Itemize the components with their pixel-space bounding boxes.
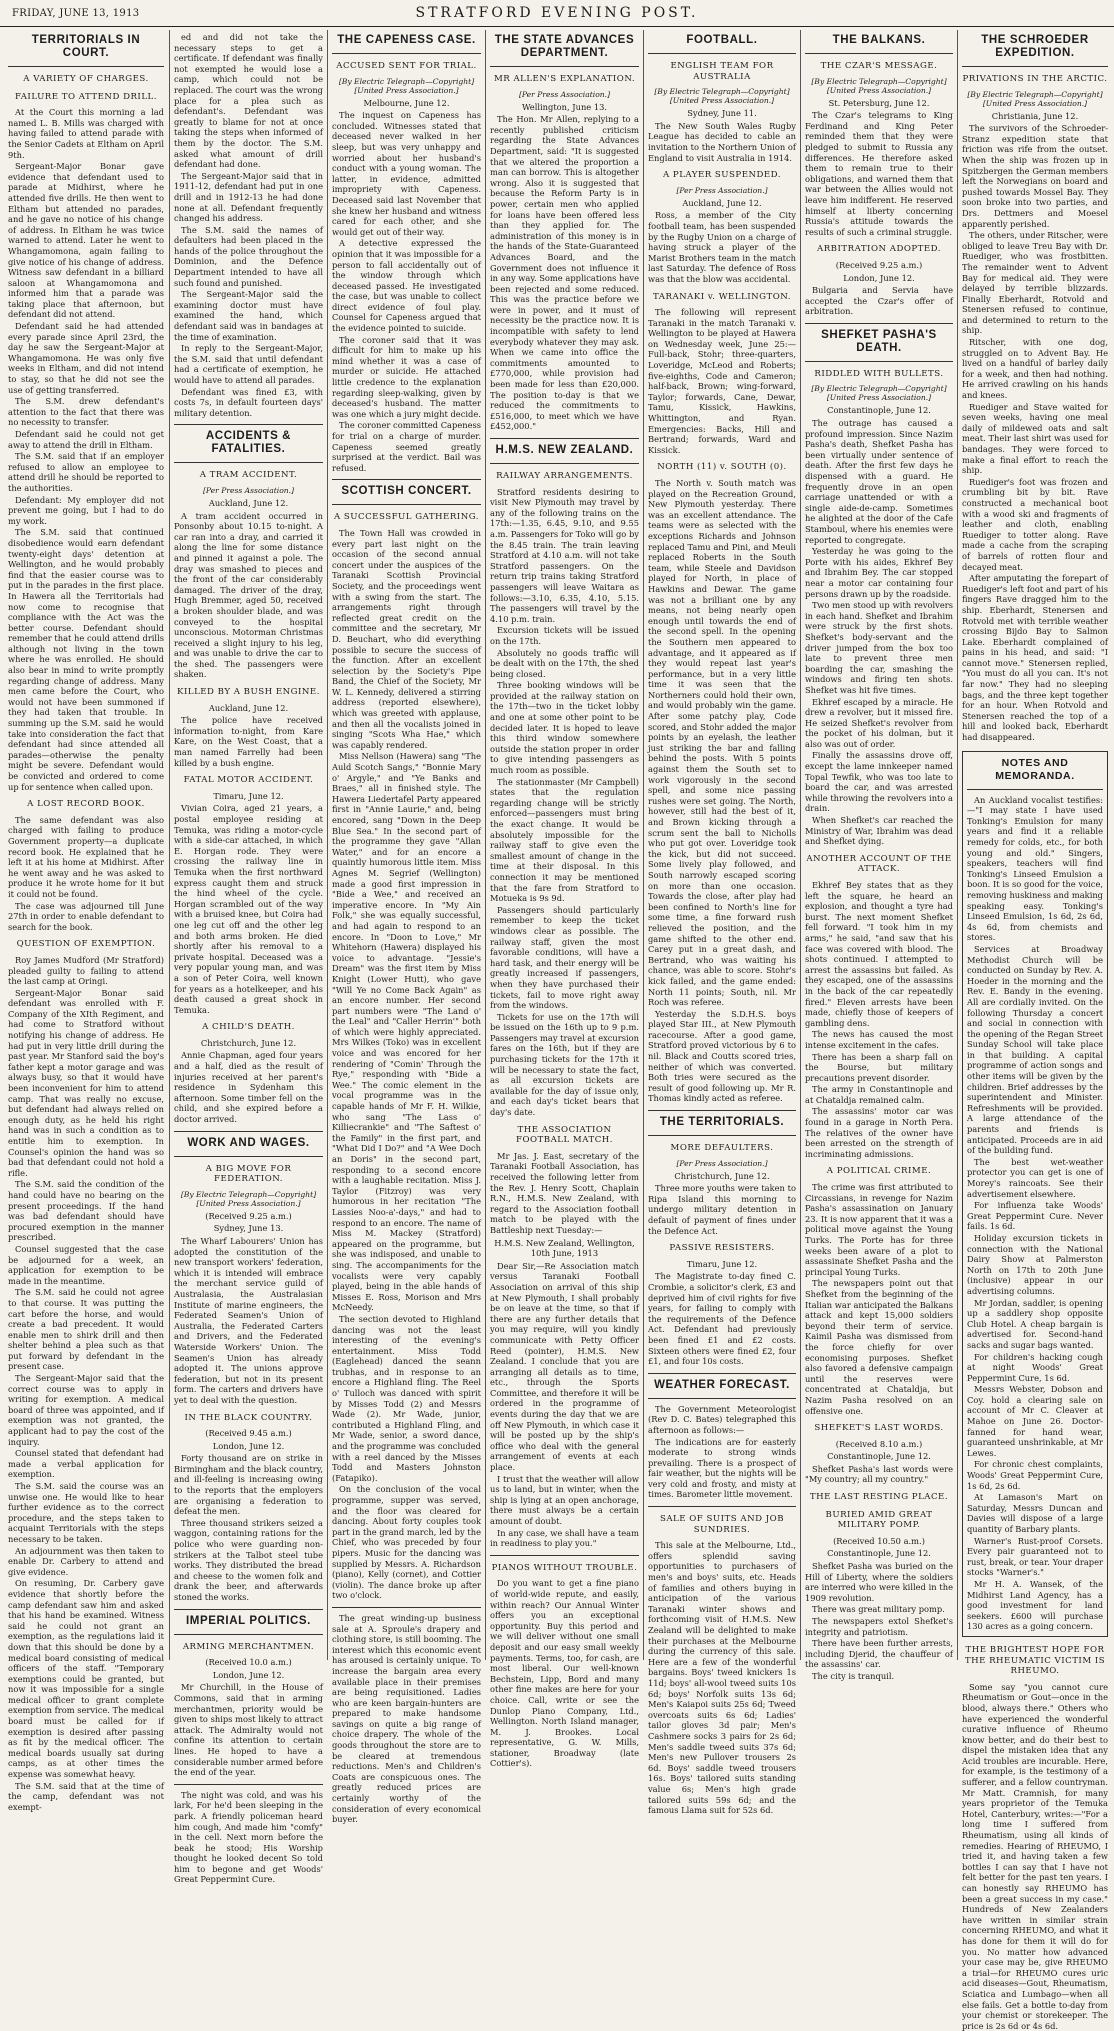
paragraph: Absolutely no goods traffic will be dealt with on the 17th, the shed being closed. xyxy=(490,647,639,679)
column-rule xyxy=(800,30,801,1660)
subhead: A POLITICAL CRIME. xyxy=(826,1166,932,1177)
subhead: TARANAKI v. WELLINGTON. xyxy=(653,291,791,302)
paragraph: The S.M. said he could not agree to that course. It was putting the cart before the horse, and would create a bad precedent. It would enable men to shirk drill and then shelter behind a plea such as that put forward by defendant in the present case. xyxy=(8,1287,164,1372)
column-6 xyxy=(805,32,953,1681)
subhead: A BIG MOVE FOR FEDERATION. xyxy=(205,1163,292,1185)
paragraph: Miss Nellson (Hawera) sang "The Auld Scotch Sangs," "Bonnie Mary o' Argyle," and "Ye Banks and Braes," all in finished style. The Hawera Liedertafel Party appeared first in "Annie Laurie," and, being encored, sang "Down in the Deep Blue Sea." In the second part of the programme they gave "Allan Water," and for an encore a quaintly humorous little item. Miss Agnes M. Segrief (Wellington) made a good first impression in "Bide a Wee," and received an imperative encore. In "My Ain Folk," she was equally successful, and had again to respond to an encore. In "Doon to Love," Mr Whitehorn (Hawera) displayed his voice to advantage. "Jessie's Dream" was the first item by Miss Knight (Lower Hutt), who gave "Will Ye no Come Back Again" as an encore number. Her second part numbers were "The Land o' the Leal" and "Caller Herrin'" both of which were highly appreciated. Mrs Wilkes (Toko) was in excellent voice and was encored for her rendering of "Comin' Through the Rye," responding with "Bide a Wee." The comic element in the vocal programme was in the capable hands of Mr F. H. Wilkie, who sang "The Lass o' Killiecrankie" and "The Saftest o' the Family" in the first part, and "What Did I Do?" and "A Wee Doch an Doris" in the second part, responding to a second encore with a laughable recitation. Miss J. Taylor (Fitzroy) was very humorous in her recitation "The Lassies Noo-a'-days," and had to respond to an encore. The name of Miss M. Mackey (Stratford) appeared on the programme, but she was indisposed, and unable to sing. The accompaniments for the vocalists were very capably played, being in the able hands of Misses E. Ross, Morison and Mrs McNeedy. xyxy=(332,751,481,1313)
headline-balkans: THE BALKANS. xyxy=(832,34,926,46)
paragraph: Counsel suggested that the case be adjourned for a week, an application for exemption to be made in the meantime. xyxy=(8,1243,164,1286)
paragraph: Ross, a member of the City football team, has been suspended by the Rugby Union on a charge of having struck a player of the Marist Brothers team in the match last Saturday. The defence of Ross was that the blow was accidental. xyxy=(648,210,796,284)
advertisement-text: The night was cold, and was his lark, For he'd been sleeping in the park. A friendly policeman heard him cough, And made him "comfy" in the cell. Next morn before the beak he stood; His Worship thought he looked decent So told him to begone and get Woods' Great Peppermint Cure. xyxy=(174,1789,323,1885)
dateline: Christchurch, June 12. xyxy=(674,1170,770,1181)
masthead xyxy=(0,0,1114,27)
divider xyxy=(174,1634,323,1635)
subhead: KILLED BY A BUSH ENGINE. xyxy=(177,687,320,698)
divider xyxy=(332,1607,481,1608)
headline-accidents: ACCIDENTS & FATALITIES. xyxy=(205,430,292,456)
subhead: SHEFKET'S LAST WORDS. xyxy=(814,1423,944,1434)
dateline: London, June 12. xyxy=(212,1669,285,1680)
paragraph: Annie Chapman, aged four years and a half, died as the result of injuries received at her parent's residence in Sydenham this afternoon. Some timber fell on the child, and she expired before a doctor arrived. xyxy=(174,1050,323,1125)
divider xyxy=(962,66,1108,67)
dateline: Timaru, June 12. xyxy=(213,790,284,801)
subhead: MR ALLEN'S EXPLANATION. xyxy=(493,74,636,84)
paragraph: Defendant said he could not get away to attend the drill in Eltham. xyxy=(8,429,164,450)
divider xyxy=(648,1398,796,1399)
received-time: (Received 9.25 a.m.) xyxy=(205,1210,292,1221)
received-time: (Received 8.10 a.m.) xyxy=(835,1438,923,1449)
subhead: BURIED AMID GREAT MILITARY POMP. xyxy=(825,1509,933,1531)
paragraph: There was great military pomp. xyxy=(812,1604,945,1615)
paragraph: Finally the assassins drove off, except the lame innkeeper named Topal Tewfik, who was too late to board the car, and was arrested while throwing the revolvers into a drain. xyxy=(805,750,953,814)
dateline: Melbourne, June 12. xyxy=(363,97,450,108)
paragraph: In any case, we shall have a team in readiness to play you." xyxy=(490,1527,639,1549)
paragraph: The S.M. said the course was an unwise one. He would like to hear further evidence as to the correct procedure, and the steps taken to acquaint Territorials with the steps necessary to be taken. xyxy=(8,1481,164,1544)
paragraph: The Magistrate to-day fined C. Crombie, a solicitor's clerk, £3 and deprived him of civil rights for five years, for failing to comply with the requirements of the Defence Act. Defendant had previously been fined £1 and £2 costs. Sixteen others were fined £2, four £1, and four 10s costs. xyxy=(648,1271,796,1367)
paragraph: Three booking windows will be provided at the railway station on the 17th—two in the ticket lobby and one at some other point to be decided later. It is hoped to leave this third window somewhere outside the station proper in order to give intending passengers as much room as possible. xyxy=(490,680,639,776)
subhead: PASSIVE RESISTERS. xyxy=(669,1243,775,1254)
paragraph: Shefket Pasha's last words were "My country; all my country." xyxy=(805,1463,953,1485)
subhead: ACCUSED SENT FOR TRIAL. xyxy=(336,61,477,71)
paragraph: The assassins' motor car was found in a garage in North Pera. The relatives of the owner have been arrested on the strength of incriminating admissions. xyxy=(805,1106,953,1159)
divider xyxy=(332,504,481,505)
subhead: A CHILD'S DEATH. xyxy=(202,1022,295,1033)
wire-credit: [Per Press Association.] xyxy=(518,89,611,99)
dateline: London, June 12. xyxy=(843,272,915,283)
dateline: Auckland, June 12. xyxy=(208,702,289,713)
paragraph: On the conclusion of the vocal programme, supper was served, and the floor was cleared for dancing. About forty couples took part in the grand march, led by the Chief, who was preceded by four pipers. Music for the dancing was supplied by Messrs. A. Richardson (piano), Kelly (cornet), and Cottier (violin). The dance broke up after two o'clock. xyxy=(332,1484,481,1601)
note-item: For influenza take Woods' Great Peppermint Cure. Never fails. 1s 6d. xyxy=(967,1200,1103,1232)
paragraph: When Shefket's car reached the Ministry of War, Ibrahim was dead and Shefket dying. xyxy=(805,815,953,847)
paragraph: The coroner said that it was difficult for him to make up his mind whether it was a case of murder or suicide. He attached little credence to the explanation regarding sleep-walking, given by deceased's husband. The matter was one which a jury might decide. xyxy=(332,334,481,419)
advertisement-text: This sale at the Melbourne, Ltd., offers splendid saving opportunities to purchasers of men's and boys' suits, etc. Heads of families and others buying in anticipation of the various Taranaki winter shows and forthcoming visit of H.M.S. New Zealand will be delighted to make their purchases at the Melbourne during the currency of this sale. Here are a few of the wonderful bargains. Boys' tweed knickers 1s 11d; boys' all-wool tweed suits 10s 6d; boys' Norfolk suits 13s 6d; Men's Kaiapoi suits 25s 6d; Tweed overcoats suits 6s 6d; Ladies' tailor gloves 3d pair; Men's Cashmere socks 3 pairs for 2s 6d; Men's saddle tweed suits 37s 6d; Men's new Pullover trousers 2s 6d. Boys' saddle tweed trousers 16s. Boys' tailored suits standing value 6s; Men's high grade tailored suits 59s 6d; and the famous Llama suit for 52s 6d. xyxy=(648,1540,796,1816)
received-time: (Received 10.0 a.m.) xyxy=(205,1657,292,1668)
dateline: London, June 12. xyxy=(212,1440,285,1451)
paragraph: There has been a sharp fall on the Bourse, but military precautions prevent disorder. xyxy=(805,1051,953,1083)
subhead: ANOTHER ACCOUNT OF THE ATTACK. xyxy=(806,853,952,875)
column-rule xyxy=(327,30,328,1660)
wire-credit: [By Electric Telegraph—Copyright] [United Press Association.] xyxy=(338,76,475,95)
paragraph: The inquest on Capeness has concluded. Witnesses stated that deceased never walked in her sleep, but was very unhappy and worried about her husband's conduct with a young woman. The latter, in evidence, admitted impropriety with Capeness. Deceased said last November that she knew her husband and witness cared for each other, and she would get out of their way. xyxy=(332,110,481,237)
paragraph: The Hon. Mr Allen, replying to a recently published criticism regarding the State Advances Department, said: "It is suggested that we altered the proportion a man can borrow. This is altogether wrong. Also it is suggested that because the Reform Party is in power, certain men who applied for loans have been offered less than they applied for. The administration of this money is in the hands of the State-Guaranteed Advances Board, and the Government does not influence it in any way. Some applications have been rejected and some reduced. This was the practice before we were in power, and it must of necessity be the practice now. It is incompatible with safety to lend everybody whatever they may ask. When we came into office the commitments amounted to £770,000, while provision had been made for less than £20,000. The position to-day is that we reduced the commitments to £516,000, to meet which we have £452,000." xyxy=(490,114,639,432)
issue-date: FRIDAY, JUNE 13, 1913 xyxy=(12,8,140,19)
paragraph: The newspapers extol Shefket's integrity and patriotism. xyxy=(805,1616,953,1637)
paragraph: The S.M. said that continued disobedience would earn defendant twenty-eight days' detention at Wellington, and he would probably find that the easier course was to put in the parades in the first place. In Hawera all the Territorials had now come to recognise that compliance with the Act was the better course. Defendant should remember that he could attend drills although not living in the town where he was enrolled. He should also bear in mind to write promptly regarding change of address. Many men came before the Court, who would not have been summoned if they had taken that trouble. In summing up the S.M. said he would take into consideration the fact that defendant had since attended all parades—otherwise the penalty might be severe. Defendant would be convicted and ordered to come up for sentence when called upon. xyxy=(8,527,164,792)
paragraph: Ruediger and Stave waited for seven weeks, having one meal daily of mildewed oats and salt meat. Their last shirt was used for bandages. They were forced to make a final effort to reach the ship. xyxy=(962,401,1108,476)
divider xyxy=(648,53,796,54)
subhead: A SUCCESSFUL GATHERING. xyxy=(333,512,480,523)
paragraph: Defendant: My employer did not prevent me going, but I had to do my work. xyxy=(8,494,164,526)
dateline: St. Petersburg, June 12. xyxy=(828,97,930,108)
headline-territorials: THE TERRITORIALS. xyxy=(659,1116,785,1129)
subhead: FATAL MOTOR ACCIDENT. xyxy=(183,775,314,786)
subhead: ARMING MERCHANTMEN. xyxy=(182,1641,315,1652)
column-7 xyxy=(962,32,1108,2031)
column-4 xyxy=(490,32,639,1769)
divider xyxy=(805,361,953,362)
divider xyxy=(8,66,164,67)
subhead: RAILWAY ARRANGEMENTS. xyxy=(496,471,633,481)
paragraph: The Czar's telegrams to King Ferdinand and King Peter reminded them that they were pledged to submit to Russia any differences. He therefore asked them to remain true to their obligations, and warned them that war between the Allies would not leave him indifferent. He reserved himself at liberty concerning Russia's attitude towards the results of such a criminal struggle. xyxy=(805,110,953,237)
paragraph: The S.M. said the condition of the hand could have no bearing on the present proceedings. If the hand was bad defendant should have procured exemption in the manner prescribed. xyxy=(8,1179,164,1243)
subhead: THE ASSOCIATION FOOTBALL MATCH. xyxy=(515,1124,614,1146)
paragraph: Passengers should particularly remember to keep the ticket windows clear as possible. The railway staff, given the most favorable conditions, will have a hard task, and their energy will be greatly increased if passengers, when they have purchased their tickets, fail to move right away from the windows. xyxy=(490,904,639,1011)
paragraph: The Sergeant-Major said that in 1911-12, defendant had put in one drill and in 1912-13 he had done none at all. Defendant frequently changed his address. xyxy=(174,170,323,224)
dateline: Auckland, June 12. xyxy=(208,497,289,508)
paragraph: A detective expressed the opinion that it was impossible for a person to fall accidentally out of the window through which deceased passed. He investigated the case, but was unable to collect direct evidence of foul play. Counsel for Capeness argued that the evidence pointed to suicide. xyxy=(332,238,481,334)
paragraph: The survivors of the Schroeder-Stranz expedition state that friction was rife from the outset. When the ship was frozen up in Spitzbergen the German members left the Norwegians on board and pushed towards Mossel Bay. They soon broke into two parties, and Drs. Dettmers and Moesel apparently perished. xyxy=(962,123,1108,229)
paragraph: Sergeant-Major Bonar said defendant was enrolled with F. Company of the XIth Regiment, and had come to Stratford without notifying his change of address. He had put in very little drill during the past year. Mr Stanford said the boy's father kept a motor garage and was always busy, so that it would have been inconvenient for him to attend camp. That was really no excuse, but defendant had always relied on enough duty, as he held his right hand was in such a condition as to entitle him to exemption. In Counsel's opinion the hand was so bad that defendant could not hold a rifle. xyxy=(8,987,164,1178)
paragraph: The police have received information to-night, from Kare Kare, on the West Coast, that a man named Farrelly had been killed by a bush engine. xyxy=(174,715,323,768)
dateline: Constantinople, June 12. xyxy=(827,1548,931,1559)
subhead: ARBITRATION ADOPTED. xyxy=(817,244,941,255)
note-item: For chronic chest complaints, Woods' Great Peppermint Cure, 1s 6d, 2s 6d. xyxy=(967,1459,1103,1491)
advertisement-text: Some say "you cannot cure Rheumatism or Gout—once in the blood, always there." Others who have experienced the wonderful curative influence of Rheumo know better, and do their best to dispel the mistaken idea that any Acid troubles are incurable. Here, for example, is the testimony of a sufferer, and a fellow countryman. Mr Matt. Cramnish, for many years proprietor of the Temuka Hotel, Canterbury, writes:—"For a long time I suffered from Rheumatism, using all kinds of remedies. Hearing of RHEUMO, I tried it, and having taken a few bottles I can say that I have not felt better for the past ten years. I can honestly say RHEUMO has been a great success in my case." Hundreds of New Zealanders have written in similar strain concerning RHEUMO, and what it has done for them it will do for you. No matter how advanced your case may be, give RHEUMO a trial—for RHEUMO cures uric acid diseases—Gout, Rheumatism, Sciatica and Lumbago—when all else fails. Get a bottle to-day from your chemist or storekeeper. The price is 2s 6d or 4s 6d. xyxy=(962,1681,1108,2031)
divider xyxy=(174,1156,323,1157)
paragraph: An adjournment was then taken to enable Dr. Carbery to attend and give evidence. xyxy=(8,1545,164,1577)
subhead: PIANOS WITHOUT TROUBLE. xyxy=(491,1562,638,1573)
wire-credit: [By Electric Telegraph—Copyright] [United Press Association.] xyxy=(811,384,947,403)
column-5 xyxy=(648,32,796,1816)
paragraph: The stationmaster (Mr Campbell) states that the regulation regarding change will be strictly enforced—passengers must bring the exact change. It would be absolutely impossible for the railway staff to give even the smallest amount of change in the time at their disposal. In this connection it may be mentioned that the fare from Stratford to Motueka is 9s 9d. xyxy=(490,776,639,904)
paragraph: Roy James Mudford (Mr Stratford) pleaded guilty to failing to attend the last camp at Oringi. xyxy=(8,954,164,987)
divider xyxy=(805,323,953,324)
divider xyxy=(490,463,639,464)
column-rule xyxy=(643,30,644,1660)
subhead: THE CZAR'S MESSAGE. xyxy=(820,61,938,71)
column-rule xyxy=(169,30,170,1660)
divider xyxy=(174,1784,323,1785)
wire-credit: [Per Press Association.] xyxy=(676,185,768,195)
dateline: Constantinople, June 12. xyxy=(827,405,931,416)
wire-credit: [By Electric Telegraph—Copyright] [United Press Association.] xyxy=(811,76,947,95)
received-time: (Received 9.45 a.m.) xyxy=(205,1428,292,1439)
note-item: Mr Jordan, saddler, is opening up a saddlery shop opposite Club Hotel. A cheap bargain is advertised for. Second-hand sacks and sugar bags wanted. xyxy=(967,1297,1103,1350)
wire-credit: [By Electric Telegraph—Copyright] [United Press Association.] xyxy=(967,89,1103,108)
notes-box xyxy=(962,751,1108,1637)
paragraph: Stratford residents desiring to visit New Plymouth may travel by any of the following trains on the 17th:—1.35, 6.45, 9.10, and 9.55 a.m. Passengers for Toko will go by the 8.45 train. The train leaving Stratford at 4.10 a.m. will not take Stratford passengers. On the return trip trains taking Stratford passengers will leave Waitara as follows:—3.10, 6.35, 4.10, 5.15. The passengers will travel by the 4.10 p.m. train. xyxy=(490,486,639,624)
paragraph: The S.M. drew defendant's attention to the fact that there was no necessity to transfer. xyxy=(8,396,164,428)
paragraph: A tram accident occurred in Ponsonby about 10.15 to-night. A car ran into a dray, and carried it along the line for some distance and pinned it against a pole. The dray was smashed to pieces and the front of the car considerably damaged. The driver of the dray, Hugh Bremmer, aged 50, received a broken shoulder blade, and was conveyed to the hospital unconscious. Motorman Christmas received a slight injury to his leg, and was unable to drive the car to the shed. The passengers were shaken. xyxy=(174,510,323,680)
paragraph: The S.M. said that at the time of the camp, defendant was not exempt- xyxy=(8,1780,164,1812)
dateline: Sydney, June 13. xyxy=(213,1223,284,1234)
subhead: THE LAST RESTING PLACE. xyxy=(809,1492,949,1503)
wire-credit: [By Electric Telegraph—Copyright] [United Press Association.] xyxy=(654,87,790,106)
paragraph: Vivian Coira, aged 21 years, a postal employee residing at Temuka, was riding a motor-cycle with a side-car attached, in which E. Horgan rode. They were crossing the railway line in Temuka when the first northward express caught them and struck the hind wheel of the cycle. Horgan scrambled out of the way with a bruised knee, but Coira had one leg cut off and the other leg and both arms broken. He died shortly after his removal to a private hospital. Deceased was a very popular young man, and was a son of Peter Coira, well known for years as a hotelkeeper, and his death caused a great shock in Temuka. xyxy=(174,803,323,1015)
paragraph: Ruediger's foot was frozen and crumbling bit by bit. Rave constructed a mechanical boot with a wood ski and fragments of leather and cloth, enabling Ruediger to totter along. Rave made a cache from the scraping of barrels of rotten flour and decayed meat. xyxy=(962,476,1108,572)
newspaper-title: STRATFORD EVENING POST. xyxy=(415,5,699,21)
paragraph: Three more youths were taken to Ripa Island this morning to undergo military detention in default of payment of fines under the Defence Act. xyxy=(648,1183,796,1236)
divider xyxy=(805,53,953,54)
note-item: An Auckland vocalist testifies:—"I may state I have used Tonking's Emulsion for many years and find it a reliable remedy for colds, etc., for both young and old." Singers, speakers, teachers will find Tonking's Linseed Emulsion a boon. It is so good for the voice, removing huskiness and making speaking easy. Tonking's Linseed Emulsion, 1s 6d, 2s 6d, 4s 6d, from chemists and stores. xyxy=(967,794,1103,943)
column-2 xyxy=(174,32,323,1885)
paragraph: Mr Jas. J. East, secretary of the Taranaki Football Association, has received the following letter from the Rev. J. Henry Scott, Chaplain R.N., H.M.S. New Zealand, with regard to the Association football match to be played with the Battleship next Tuesday:— xyxy=(490,1150,639,1235)
headline-notes-memoranda: NOTES AND MEMORANDA. xyxy=(995,756,1075,782)
paragraph: ed and did not take the necessary steps to get a certificate. If defendant was finally not exempted he would lose a camp, which could not be replaced. The court was the wrong place for a plea such as defendant's. Defendant was greatly to blame for not at once taking the steps when informed of them by the doctor. The S.M. asked what amount of drill defendant had done. xyxy=(174,32,323,170)
paragraph: The Sergeant-Major said the examining doctor must have examined the hand, which defendant said was in bandages at the time of examination. xyxy=(174,289,323,342)
paragraph: Defendant was fined £3, with costs 7s, in default fourteen days' military detention. xyxy=(174,386,323,418)
paragraph: The New South Wales Rugby League has decided to cable an invitation to the Northern Union of England to visit Australia in 1914. xyxy=(648,120,796,163)
dateline: Christiania, June 12. xyxy=(991,110,1079,121)
subhead: IN THE BLACK COUNTRY. xyxy=(184,1412,313,1423)
paragraph: Shefket Pasha was buried on the Hill of Liberty, where the soldiers are interred who were killed in the 1909 revolution. xyxy=(805,1561,953,1603)
subhead: A TRAM ACCIDENT. xyxy=(199,470,298,481)
paragraph: The Government Meteorologist (Rev D. C. Bates) telegraphed this afternoon as follows:— xyxy=(648,1403,796,1435)
paragraph: At the Court this morning a lad named L. B. Mills was charged with having failed to attend parade with the Senior Cadets at Eltham on April 9th. xyxy=(8,107,164,160)
paragraph: The S.M. said the names of defaulters had been placed in the hands of the police throughout the Dominion, and the Defence Department intended to have all such found and punished. xyxy=(174,224,323,288)
paragraph: On resuming, Dr. Carbery gave evidence that shortly before the camp defendant saw him and asked that his hand be examined. Witness said he could not grant an exemption, as the regulations laid it down that this should be done by a medical board consisting of medical officers of the staff. "Temporary exemptions could be granted, but now it was impossible for a single medical officer to grant complete exemption from service. The medical board must be called for if exemption is desired after passing as fit by the medical officer. The medical boards usually sat during camps, as at other times the expense was somewhat heavy. xyxy=(8,1578,164,1780)
note-item: Messrs Webster, Dobson and Coy. hold a clearing sale on account of Mr C. Cleaver at Mahoe on June 26. Doctor-fanned for hand wear, guaranteed unshrinkable, at Mr Lewes. xyxy=(967,1384,1103,1458)
divider xyxy=(490,1555,639,1556)
paragraph: Ritscher, with one dog, struggled on to Advent Bay. He lived on a handful of barley daily for a week, and then had nothing. He arrived crawling on his hands and knees. xyxy=(962,337,1108,401)
dateline: Constantinople, June 12. xyxy=(827,1451,931,1462)
dateline: Christchurch, June 12. xyxy=(200,1037,297,1048)
headline-capeness-case: THE CAPENESS CASE. xyxy=(337,34,476,46)
paragraph: The others, under Ritscher, were obliged to leave Treu Bay with Dr. Ruediger, who was frostbitten. The remainder went to Advent Bay for medical aid. They were delayed by terrible blizzards. Finally Eberhardt, Rotvold and Stenersen refused to continue, and determined to return to the ship. xyxy=(962,230,1108,336)
divider xyxy=(490,438,639,439)
headline-schroeder-expedition: THE SCHROEDER EXPEDITION. xyxy=(981,34,1089,59)
divider xyxy=(648,1373,796,1374)
dateline: Timaru, June 12. xyxy=(686,1258,758,1269)
headline-weather-forecast: WEATHER FORECAST. xyxy=(654,1378,790,1391)
letter-heading: H.M.S. New Zealand, Wellington, 10th June, 1913 xyxy=(494,1237,635,1259)
divider xyxy=(332,53,481,54)
paragraph: After amputating the forepart of Ruediger's left foot and part of his fingers Rave dragged him to the ship. Eberhardt, Stenersen and Rotvold met with terrible weather crossing Bijdo Bay to Salmon Lake. Eberhardt complained of pains in his head, and said: "I cannot move." Stenersen replied, "You must do all you can. It's not far now." They had no sleeping bags, and the three kept together for an hour. When Rotvold and Stenersen reached the top of a hill and looked back, Eberhardt had disappeared. xyxy=(962,573,1108,743)
paragraph: The Town Hall was crowded in every part last night on the occasion of the second annual concert under the auspices of the Taranaki Scottish Provincial Society, and the proceedings went with a swing from the start. The arrangements right through reflected great credit on the committee and the secretary, Mr D. Beuchart, who did everything possible to secure the success of the function. After an excellent selection by the Society's Pipe Band, the Chief of the Society, Mr W. L. Kennedy, delivered a stirring address (reported elsewhere), which was greeted with applause, and then all the vocalists joined in singing "Scots Wha Hae," which was capably rendered. xyxy=(332,527,481,750)
headline-state-advances: THE STATE ADVANCES DEPARTMENT. xyxy=(494,34,635,59)
paragraph: The section devoted to Highland dancing was not the least interesting of the evening's entertainment. Miss Todd (Eaglehead) danced the seann trubhas, and in response to an encore a Highland fling. The Reel o' Tulloch was danced with spirit by Misses Todd (2) and Messrs Wade (2). Mr Wade, junior, contributed a Highland Fling, and Mr Wade, senior, a sword dance, and the programme was concluded with a reel danced by the Misses Todd and Masters Johnston (Fatapiko). xyxy=(332,1313,481,1483)
note-item: Mr H. A. Wansek, of the Midhirst Land Agency, has a good investment for land seekers. £600 will purchase 130 acres as a going concern. xyxy=(967,1578,1103,1632)
divider xyxy=(174,1131,323,1132)
received-time: (Received 9.25 a.m.) xyxy=(835,259,923,270)
paragraph: The coroner committed Capeness for trial on a charge of murder. Capeness seemed greatly surprised at the verdict. Bail was refused. xyxy=(332,420,481,473)
column-rule xyxy=(957,30,958,1660)
paragraph: The following will represent Taranaki in the match Taranaki v. Wellington to be played at Hawera on Wednesday week, June 25:—Full-back, Stohr; three-quarters, Loveridge, McLeod and Roberts; five-eighths, Code and Cameron; half-back, Brown; wing-forward, Taylor; forwards, Cane, Dewar, Tamu, Kissick, Hawkins, Whittington, and Ryan. Emergencies: Backs, Hill and Bertrand; forwards, Ward and Kissick. xyxy=(648,307,796,455)
subhead: QUESTION OF EXEMPTION. xyxy=(16,939,156,950)
paragraph: Yesterday he was going to the Porte with his aides, Ekhref Bey and Ibrahim Bey. The car stopped near a motor car containing four persons drawn up by the roadside. xyxy=(805,546,953,599)
divider xyxy=(174,462,323,463)
wire-credit: [By Electric Telegraph—Copyright] [United Press Association.] xyxy=(180,1189,317,1208)
paragraph: Excursion tickets will be issued on the 17th. xyxy=(490,625,639,646)
paragraph: Ekhref escaped by a miracle. He drew a revolver, but it missed fire. He seized Shefket's revolver from the pocket of his dolman, but it also was out of order. xyxy=(805,696,953,749)
headline-territorials-in-court: TERRITORIALS IN COURT. xyxy=(31,34,141,59)
paragraph: Counsel stated that defendant had made a verbal application for exemption. xyxy=(8,1448,164,1480)
paragraph: Mr Churchill, in the House of Commons, said that in arming merchantmen, priority would be given to ships most likely to attract attack. The Admiralty would not confine its attention to certain lines. He hoped to have a considerable number armed before the end of the year. xyxy=(174,1682,323,1778)
subhead: A LOST RECORD BOOK. xyxy=(27,799,145,810)
paragraph: The army in Constantinople and at Chataldja remained calm. xyxy=(805,1084,953,1105)
dateline: Auckland, June 12. xyxy=(682,197,762,208)
column-1 xyxy=(8,32,164,1812)
subhead: A VARIETY OF CHARGES. xyxy=(23,74,149,84)
divider xyxy=(648,1110,796,1111)
paragraph: The Wharf Labourers' Union has adopted the constitution of the new transport workers' federation, which it is intended will embrace the merchant service guild of Australasia, the Australasian Institute of marine engineers, the Federated Seamen's Union of Australia, the Federated Carters and Drivers, and the Federated Waterside Workers' Union. The Seamen's Union has already adopted it. The unions approve federation, but not in its present form. The carters and drivers have yet to deal with the question. xyxy=(174,1236,323,1405)
paragraph: The city is tranquil. xyxy=(812,1670,895,1681)
headline-shefket-pasha: SHEFKET PASHA'S DEATH. xyxy=(821,328,937,354)
subhead: SALE OF SUITS AND JOB SUNDRIES. xyxy=(659,1514,785,1535)
paragraph: The news has caused the most intense excitement in the cafes. xyxy=(805,1029,953,1050)
column-rule xyxy=(485,30,486,1660)
paragraph: Ekhref Bey states that as they left the square, he heard an explosion, and thought a tyre had burst. The next moment Shefket fell forward. "I took him in my arms," he said, "and saw that his face was covered with blood. The shots continued. I attempted to arrest the assassins but failed. As they escaped, one of the assassins in the back of the car repeatedly fired." Eleven arrests have been made, chiefly those of keepers of gambling dens. xyxy=(805,880,953,1028)
paragraph: The newspapers point out that Shefket from the beginning of the Italian war anticipated the Balkans attack and kept 15,000 soldiers beyond their term of service. Kaimil Pasha was dismissed from the force chiefly for over economising purposes. Shefket also favored a defensive campaign until the reserves were concentrated at Chataldja, but Nazim Pasha resolved on an offensive one. xyxy=(805,1278,953,1416)
divider xyxy=(967,789,1103,790)
paragraph: Defendant said he had attended every parade since April 23rd, the day he saw the Sergeant-Major at Whangamomona. He was only five weeks in Eltham, and did not intend to stay, so that he did not see the use of getting transferred. xyxy=(8,321,164,395)
paragraph: The case was adjourned till June 27th in order to enable defendant to search for the book. xyxy=(8,900,164,932)
note-item: Services at Broadway Methodist Church will be conducted on Sunday by Rev. A. Hoeder in the morning and the Rev. E. Bandy in the evening. All are cordially invited. On the following Thursday a concert and social in connection with the opening of the Regan Street Sunday School will take place in that building. A capital programme of action songs and other items will be given by the children. Brief addresses by the superintendent and Minister. Refreshments will be provided. A large attendance of the parents and friends is anticipated. Proceeds are in aid of the building fund. xyxy=(967,943,1103,1156)
divider xyxy=(332,479,481,480)
wire-credit: [Per Press Association.] xyxy=(202,485,295,495)
headline-work-and-wages: WORK AND WAGES. xyxy=(187,1136,310,1149)
paragraph: There have been further arrests, including Djerid, the chauffeur of the assassins' car. xyxy=(805,1638,953,1670)
headline-football: FOOTBALL. xyxy=(686,34,758,46)
advertisement-text: Do you want to get a fine piano of world-wide repute, and easily, within reach? Our Annual Winter offers you an exceptional opportunity. Buy this period and we will deliver without one small deposit and our easy small weekly payments. Terms, too, for cash, are most liberal. Our well-known Bechstein, Lipp, Bord and many other fine makes are here for your choice. Call, write or see the Dunlop Piano Company, Ltd., Wellington. North Island manager, M. J. Brookes. Local representative, G. W. Mills, stationer, Broadway (late Cottier's). xyxy=(490,1578,639,1769)
subhead: A PLAYER SUSPENDED. xyxy=(662,170,781,181)
paragraph: The Sergeant-Major said that the correct course was to apply in writing for exemption. A medical board of three was appointed, and if exemption was not granted, the applicant had to pay the cost of the inquiry. xyxy=(8,1373,164,1447)
subhead: RIDDLED WITH BULLETS. xyxy=(814,368,944,379)
divider xyxy=(648,1135,796,1136)
note-item: Holiday excursion tickets in connection with the National Dairy Show at Palmerston North on 17th to 20th June (inclusive) appear in our advertising columns. xyxy=(967,1232,1103,1296)
headline-imperial-politics: IMPERIAL POLITICS. xyxy=(186,1614,311,1627)
headline-scottish-concert: SCOTTISH CONCERT. xyxy=(341,485,472,498)
paragraph: Three thousand strikers seized a waggon, containing rations for the police who were guarding non-strikers at the Talbot steel tube works. They distributed the bread and cheese to the women folk and drank the beer, and afterwards stoned the works. xyxy=(174,1517,323,1602)
note-item: For children's hacking cough at night Woods' Great Peppermint Cure, 1s 6d. xyxy=(967,1351,1103,1383)
paragraph: Bulgaria and Servia have accepted the Czar's offer of arbitration. xyxy=(805,285,953,317)
paragraph: Two men stood up with revolvers in each hand. Shefket and Ibrahim were struck by the first shots. Shefket's body-servant and the driver jumped from the box too late to prevent three men boarding the car, smashing the windows and firing ten shots. Shefket was hit five times. xyxy=(805,600,953,695)
paragraph: The same defendant was also charged with failing to produce Government property—a duplicate record book. He explained that he left it at his home at Midhirst. After he went away and he was asked to produce it he wrote home for it but it could not be found. xyxy=(8,814,164,899)
subhead: ENGLISH TEAM FOR AUSTRALIA xyxy=(670,61,774,82)
headline-hms-new-zealand: H.M.S. NEW ZEALAND. xyxy=(495,444,634,456)
paragraph: The crime was first attributed to Circassians, in revenge for Nazim Pasha's assassination on January 23. It is now apparent that it was a political move against the Young Turks. The Porte has for three weeks been aware of a plot to assassinate Shefket Pasha and the principal Young Turks. xyxy=(805,1182,953,1277)
divider xyxy=(490,66,639,67)
dateline: Sydney, June 11. xyxy=(687,108,757,119)
paragraph: The outrage has caused a profound impression. Since Nazim Pasha's death, Shefket Pasha has been virtually under sentence of death. After the first few days he dispensed with a guard. He frequently drove in an open carriage unattended or with a single aide-de-camp. Sometimes he alighted at the door of the Cafe Stamboul, where his enemies were reported to congregate. xyxy=(805,418,953,545)
paragraph: I trust that the weather will allow us to land, but in winter, when the ship is lying at an open anchorage, there must always be a certain amount of doubt. xyxy=(490,1473,639,1526)
divider xyxy=(174,1609,323,1610)
subhead: NORTH (11) v. SOUTH (0). xyxy=(657,462,787,473)
subhead: PRIVATIONS IN THE ARCTIC. xyxy=(962,74,1108,84)
column-3 xyxy=(332,32,481,1825)
wire-credit: [Per Press Association.] xyxy=(676,1158,768,1168)
paragraph: Yesterday the S.D.H.S. boys played Star III., at New Plymouth racecourse. After a good game, Stratford proved victorious by 6 to nil. Black and Coutts scored tries, neither of which was converted. Both tries were secured as the result of good following up. Mr R. Thomas kindly acted as referee. xyxy=(648,1008,796,1104)
subhead: MORE DEFAULTERS. xyxy=(670,1143,774,1154)
advertisement-text: The great winding-up business sale at A. Sproule's drapery and clothing store, is still booming. The interest which this economic event has aroused is certainly unique. To increase the bargain area every available place in their premises are being requisitioned. Ladies who are keen bargain-hunters are prepared to make handsome savings on quite a big range of choice drapery. The whole of the goods throughout the store are to be cleared at tremendous reductions. Men's and Children's Coats are conspicuous ones. The greatly reduced prices are certainly worthy of the consideration of every economical buyer. xyxy=(332,1612,481,1825)
note-item: The best wet-weather protector you can get is one of Morey's raincoats. See their advertisement elsewhere. xyxy=(967,1156,1103,1199)
subhead: THE BRIGHTEST HOPE FOR THE RHEUMATIC VICTIM IS RHEUMO. xyxy=(964,1644,1106,1677)
paragraph: In reply to the Sergeant-Major, the S.M. said that until defendant had a certificate of exemption, he would have to attend all parades. xyxy=(174,343,323,385)
paragraph: The S.M. said that if an employer refused to allow an employee to attend drill he should be reported to the authorities. xyxy=(8,451,164,493)
paragraph: The North v. South match was played on the Recreation Ground, New Plymouth yesterday. There was an excellent attendance. The teams were as selected with the exceptions Richards and Johnson replaced Tamu and Pini, and Meuli replaced Roberts in the South team, while Steele and Davidson played for North, in place of Hawkins and Dewar. The game was not a brilliant one by any means, not being nearly open enough until towards the end of the second spell. In the opening the Southern men appeared to advantage, and it appeared as if they would repeat last year's performance, but in a very little time it was seen that the Northerners could hold their own, and would probably win the game. After some patchy play, Code scored, and Stohr added the major points by an eyelash, the leather just striking the bar and falling behind the posts. With 5 points against them the South set to work vigorously in the second spell, and some nice passing rushes were set going. The North, however, still had the best of it, and Brown kicking through a scrum sent the ball to Nicholls who put got over. Loveridge took the kick, but did not succeed. Some lively play followed, and South narrowly escaped scoring on more than one occasion. Towards the close, after play had been confined to North's line for some time, a fine forward rush relieved the position, and the game shifted to the other end. Carey put in a great dash, and Bertrand, who was waiting his chance, was able to score. Stohr's kick failed, and the game ended: North 11 points; South, nil. Mr Roch was referee. xyxy=(648,478,796,1008)
paragraph: Forty thousand are on strike in Birmingham and the black country, and ill-feeling is increasing owing to the reports that the employers are organising a federation to defeat the men. xyxy=(174,1453,323,1517)
note-item: Warner's Rust-proof Corsets. Every pair guaranteed not to rust, break, or tear. Your draper stocks "Warner's." xyxy=(967,1535,1103,1578)
paragraph: Dear Sir,—Re Association match versus Taranaki Football Association on arrival of this ship at New Plymouth, I shall probably be on leave at the time, so that if there are any further details that you may require, will you kindly communicate with Petty Officer Reed (pointer), H.M.S. New Zealand. I conclude that you are arranging all details as to time, etc., through the Sports Committee, and therefore it will be ordered in the programme of events during the day that we are off New Plymouth, in which case it will be posted up by the ship's office who deal with the general arrangement of events at each place. xyxy=(490,1260,639,1473)
divider xyxy=(648,1506,796,1507)
paragraph: Sergeant-Major Bonar gave evidence that defendant used to parade at Midhirst, where he attended five drills. He then went to Eltham but attended no parades, and he gave no notice of his change of address. In Eltham he was twice warned to attend. Later he went to Whangamomona, again failing to give notice of his change of address. Witness saw defendant in a billiard saloon at Whangamomona and informed him that a parade was taking place that afternoon, but defendant did not attend. xyxy=(8,161,164,320)
subhead: FAILURE TO ATTEND DRILL. xyxy=(15,91,157,102)
paragraph: Tickets for use on the 17th will be issued on the 16th up to 9 p.m. Passengers may travel at excursion fares on the 16th, but if they are purchasing tickets for the 17th it will be necessary to state the fact, as all excursion tickets are available for the day of issue only, and each day's ticket bears that day's date. xyxy=(490,1011,639,1118)
divider xyxy=(174,424,323,425)
note-item: At Lamason's Mart on Saturday, Messrs Duncan and Davies will dispose of a large quantity of Barbary plants. xyxy=(967,1492,1103,1534)
paragraph: The indications are for easterly moderate to strong winds prevailing. There is a prospect of fair weather, but the nights will be very cold and frosty, and misty at times. Barometer little movement. xyxy=(648,1436,796,1500)
received-time: (Received 10.50 a.m.) xyxy=(833,1535,925,1546)
dateline: Wellington, June 13. xyxy=(521,101,608,112)
